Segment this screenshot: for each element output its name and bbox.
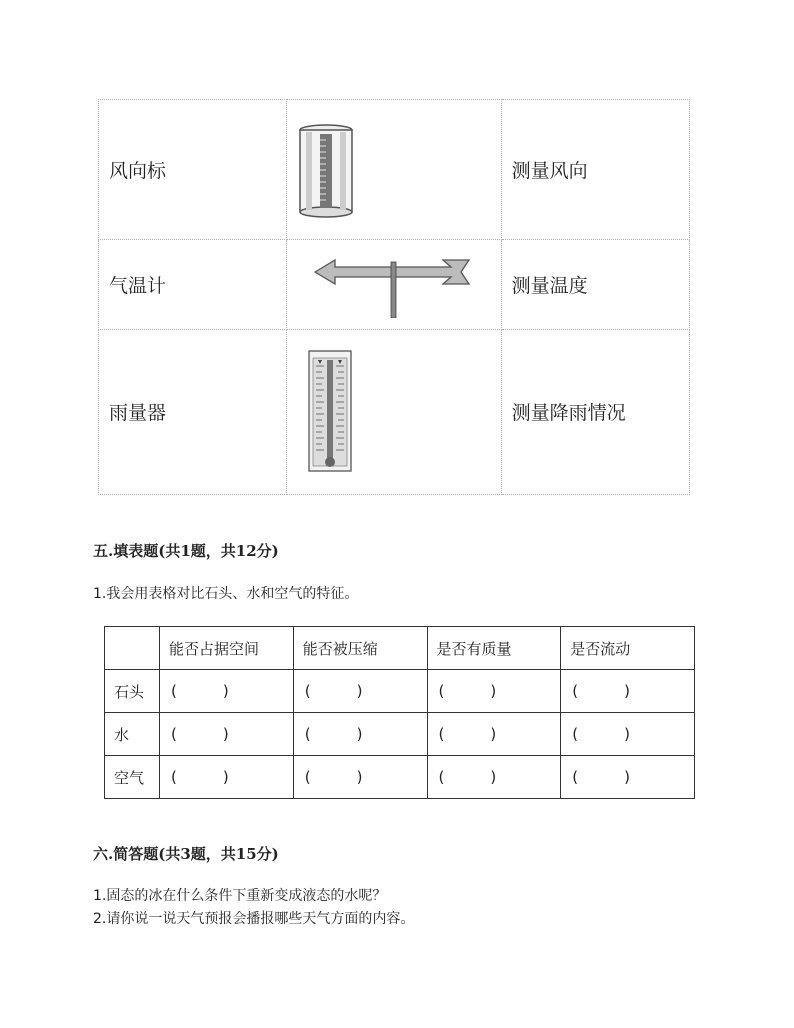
answer-blank[interactable]: ( ) [160,756,294,799]
section-title: 五.填表题(共1题，共12分) [93,542,279,560]
section-title: 六.简答题(共3题，共15分) [93,845,279,863]
table-row [105,670,695,713]
matching-right-cell [501,240,689,329]
table-row [105,713,695,756]
answer-blank[interactable]: ( ) [561,713,695,756]
answer-blank[interactable]: ( ) [293,756,427,799]
question-text: 2.请你说一说天气预报会播报哪些天气方面的内容。 [93,911,415,927]
instrument-purpose: 测量风向 [511,160,588,183]
instrument-name: 气温计 [109,274,167,297]
matching-left-cell [99,329,287,494]
fill-table [104,626,695,799]
table-header-cell: 能否被压缩 [293,627,427,670]
answer-blank[interactable]: ( ) [561,756,695,799]
thermometer-image [308,350,352,472]
answer-blank[interactable]: ( ) [160,713,294,756]
matching-image-cell [287,100,501,240]
answer-blank[interactable]: ( ) [427,756,561,799]
wind-vane-arrow-image [313,258,473,318]
instrument-name: 风向标 [109,160,167,183]
matching-table [98,99,690,495]
row-label: 水 [105,713,160,756]
row-label: 石头 [105,670,160,713]
answer-blank[interactable]: ( ) [293,713,427,756]
instrument-name: 雨量器 [109,402,167,425]
table-header-cell: 是否流动 [561,627,695,670]
table-header-cell [105,627,160,670]
matching-left-cell [99,100,287,240]
table-header-cell: 能否占据空间 [160,627,294,670]
answer-blank[interactable]: ( ) [160,670,294,713]
table-header-row [105,627,695,670]
matching-left-cell [99,240,287,329]
matching-row [99,240,690,329]
answer-blank[interactable]: ( ) [293,670,427,713]
rain-gauge-cylinder-image [296,122,356,222]
instrument-purpose: 测量降雨情况 [511,402,626,425]
matching-image-cell [287,329,501,494]
question-text: 1.固态的冰在什么条件下重新变成液态的水呢？ [93,888,387,904]
row-label: 空气 [105,756,160,799]
table-header-cell: 是否有质量 [427,627,561,670]
matching-right-cell [501,100,689,240]
answer-blank[interactable]: ( ) [427,713,561,756]
matching-row [99,329,690,494]
matching-image-cell [287,240,501,329]
table-row [105,756,695,799]
matching-right-cell [501,329,689,494]
matching-row [99,100,690,240]
answer-blank[interactable]: ( ) [561,670,695,713]
question-text: 1.我会用表格对比石头、水和空气的特征。 [93,586,359,602]
instrument-purpose: 测量温度 [511,274,588,297]
answer-blank[interactable]: ( ) [427,670,561,713]
